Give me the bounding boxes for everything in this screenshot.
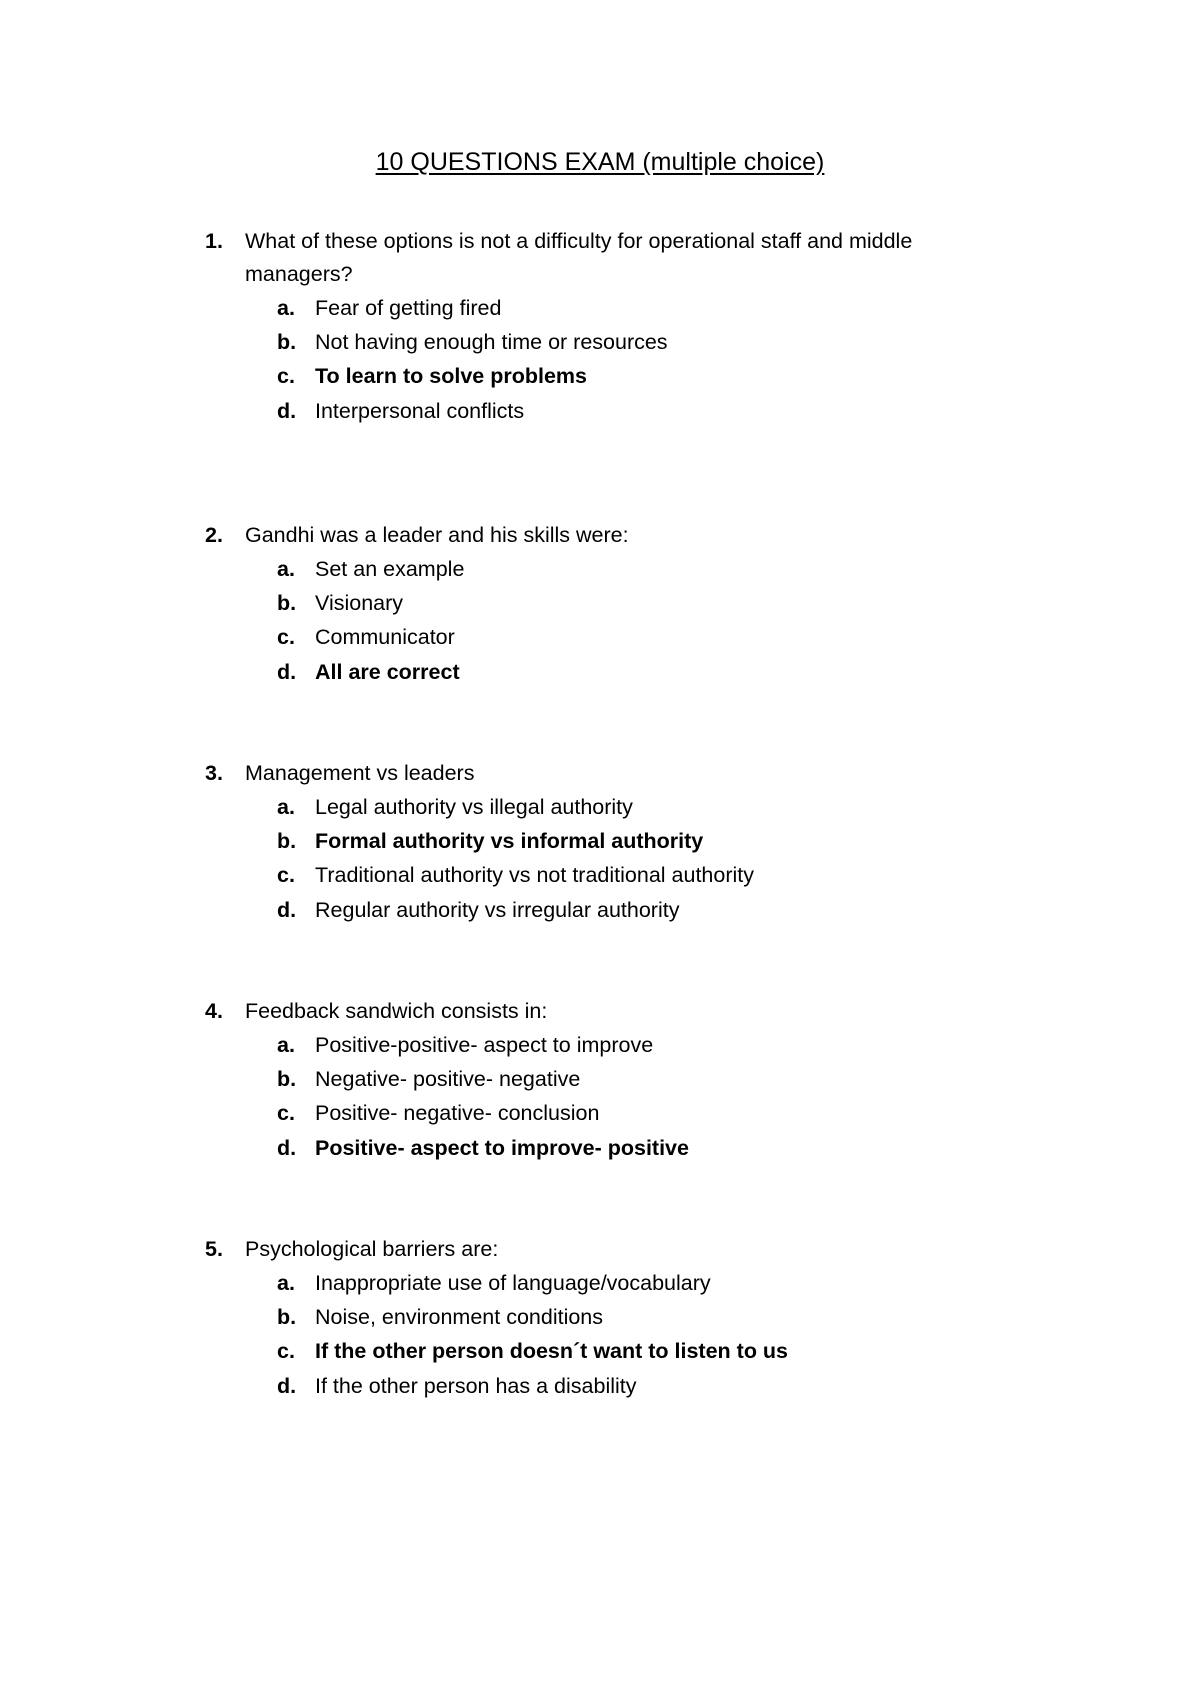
option-b (277, 824, 1005, 858)
option-letter: d. (277, 897, 297, 922)
question-text: Management vs leaders (245, 761, 475, 785)
option-letter: d. (277, 659, 297, 684)
option-a (277, 1266, 1005, 1300)
option-letter: b. (277, 829, 297, 854)
question-number: 5. (205, 1237, 223, 1261)
question-1 (205, 225, 1005, 428)
page-title (0, 146, 1200, 178)
question-5 (205, 1233, 1005, 1403)
option-d (277, 893, 1005, 927)
option-c (277, 620, 1005, 654)
option-letter: b. (277, 330, 297, 355)
title-text: 10 QUESTIONS EXAM (multiple choice) (375, 148, 825, 176)
option-letter: d. (277, 398, 297, 423)
option-text: Fear of getting fired (315, 296, 502, 320)
question-2 (205, 519, 1005, 689)
option-text: Positive- negative- conclusion (315, 1101, 600, 1126)
option-c (277, 858, 1005, 892)
question-text: Feedback sandwich consists in: (245, 999, 548, 1023)
option-b (277, 586, 1005, 620)
option-text: Interpersonal conflicts (315, 398, 525, 423)
correct-option-text: Formal authority vs informal authority (315, 829, 704, 854)
option-text: If the other person has a disability (315, 1373, 637, 1398)
question-text: Psychological barriers are: (245, 1237, 499, 1261)
option-text: Legal authority vs illegal authority (315, 795, 633, 819)
question-text: Gandhi was a leader and his skills were: (245, 523, 629, 547)
question-number: 2. (205, 523, 223, 547)
options-list (205, 790, 1005, 927)
options-list (205, 1266, 1005, 1403)
option-letter: d. (277, 1135, 297, 1160)
question-number: 3. (205, 761, 223, 785)
option-letter: c. (277, 625, 295, 650)
option-letter: c. (277, 1101, 295, 1126)
option-letter: c. (277, 863, 295, 888)
option-d (277, 1131, 1005, 1165)
option-letter: d. (277, 1373, 297, 1398)
option-text: Communicator (315, 625, 455, 650)
option-text: Positive-positive- aspect to improve (315, 1033, 654, 1057)
option-text: Visionary (315, 591, 404, 616)
option-a (277, 790, 1005, 824)
option-letter: a. (277, 557, 295, 581)
option-a (277, 1028, 1005, 1062)
option-c (277, 1096, 1005, 1130)
correct-option-text: Positive- aspect to improve- positive (315, 1135, 689, 1160)
option-text: Not having enough time or resources (315, 330, 668, 355)
option-letter: a. (277, 1033, 295, 1057)
option-text: Traditional authority vs not traditional authority (315, 863, 754, 888)
option-c (277, 1334, 1005, 1368)
option-d (277, 1369, 1005, 1403)
option-a (277, 552, 1005, 586)
option-b (277, 1062, 1005, 1096)
option-letter: c. (277, 1339, 295, 1364)
question-text: What of these options is not a difficulty for operational staff and middle managers? (245, 229, 913, 286)
option-letter: b. (277, 1305, 297, 1330)
correct-option-text: All are correct (315, 659, 460, 684)
correct-option-text: To learn to solve problems (315, 364, 587, 389)
question-row (205, 995, 1005, 1028)
option-letter: b. (277, 591, 297, 616)
question-row (205, 757, 1005, 790)
option-a (277, 291, 1005, 325)
option-letter: a. (277, 795, 295, 819)
option-letter: a. (277, 1271, 295, 1295)
option-letter: b. (277, 1067, 297, 1092)
option-text: Negative- positive- negative (315, 1067, 581, 1092)
option-b (277, 1300, 1005, 1334)
option-letter: a. (277, 296, 295, 320)
correct-option-text: If the other person doesn´t want to listen to us (315, 1339, 789, 1364)
options-list (205, 552, 1005, 689)
options-list (205, 1028, 1005, 1165)
option-text: Set an example (315, 557, 465, 581)
question-row (205, 1233, 1005, 1266)
question-3 (205, 757, 1005, 927)
option-letter: c. (277, 364, 295, 389)
option-text: Inappropriate use of language/vocabulary (315, 1271, 711, 1295)
question-row (205, 519, 1005, 552)
question-number: 4. (205, 999, 223, 1023)
option-d (277, 394, 1005, 428)
option-text: Regular authority vs irregular authority (315, 897, 680, 922)
question-4 (205, 995, 1005, 1165)
question-row (205, 225, 1005, 291)
option-b (277, 325, 1005, 359)
option-c (277, 359, 1005, 393)
option-d (277, 655, 1005, 689)
question-number: 1. (205, 229, 223, 253)
options-list (205, 291, 1005, 428)
option-text: Noise, environment conditions (315, 1305, 604, 1330)
